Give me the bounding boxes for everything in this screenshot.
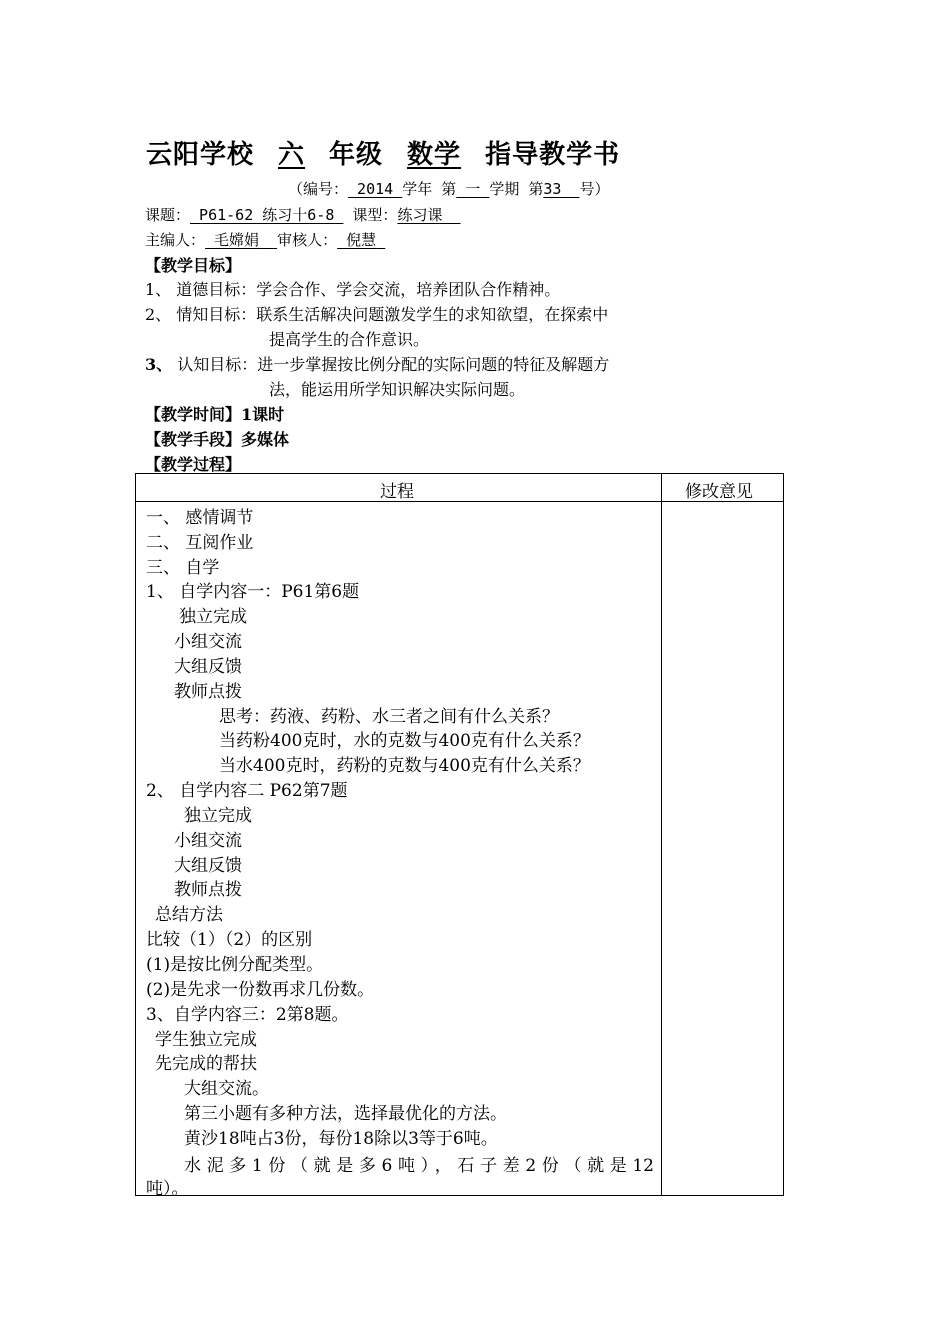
- topic-value: P61-62 练习十6-8: [199, 206, 335, 224]
- process-line: (2)是先求一份数再求几份数。: [146, 980, 375, 1000]
- goal-item-2-cont: 提高学生的合作意识。: [269, 330, 430, 349]
- reviewer-value: 倪慧: [346, 231, 377, 249]
- process-line: 教师点拨: [174, 682, 242, 702]
- process-line: 大组反馈: [174, 856, 242, 876]
- process-line: 独立完成: [179, 607, 247, 627]
- grade-field: 六: [278, 140, 306, 170]
- process-line: 水泥多1份（就是多6吨），石子差2份（就是12: [184, 1156, 654, 1176]
- process-line: 二、 互阅作业: [146, 533, 254, 553]
- process-line: 小组交流: [174, 831, 242, 851]
- teaching-means: 【教学手段】多媒体: [145, 430, 290, 449]
- process-line: 小组交流: [174, 632, 242, 652]
- process-line: 2、 自学内容二 P62第7题: [146, 781, 348, 801]
- process-line: 一、 感情调节: [146, 508, 254, 528]
- goal-item-1: 1、 道德目标：学会合作、学会交流，培养团队合作精神。: [145, 280, 561, 299]
- goal-item-3-cont: 法，能运用所学知识解决实际问题。: [269, 380, 526, 399]
- term-value: 一: [465, 180, 481, 198]
- process-table: [135, 473, 784, 1199]
- process-line: 比较（1）（2）的区别: [146, 930, 313, 950]
- type-value: 练习课: [397, 206, 443, 224]
- process-line: 教师点拨: [174, 880, 242, 900]
- column-divider: [661, 474, 662, 1195]
- process-line: 总结方法: [155, 905, 223, 925]
- document-title: [146, 134, 620, 171]
- goal-item-2: 2、 情知目标：联系生活解决问题激发学生的求知欲望，在探索中: [145, 305, 609, 324]
- process-line: 大组反馈: [174, 657, 242, 677]
- process-line: 先完成的帮扶: [155, 1054, 257, 1074]
- process-line: 大组交流。: [184, 1079, 269, 1099]
- column-header-process: 过程: [380, 482, 414, 502]
- goal-item-3: 3、 认知目标：进一步掌握按比例分配的实际问题的特征及解题方: [145, 355, 610, 374]
- process-line: 吨）。: [146, 1179, 189, 1199]
- process-line: (1)是按比例分配类型。: [146, 955, 324, 975]
- doc-type: 指导教学书: [485, 140, 621, 170]
- grade-suffix: 年级: [329, 140, 384, 170]
- number-line: （编号： 2014 学年 第 一 学期 第33 号）: [288, 180, 610, 198]
- column-header-revise: 修改意见: [685, 482, 753, 502]
- process-line: 思考：药液、药粉、水三者之间有什么关系？: [219, 707, 559, 727]
- process-line: 独立完成: [184, 806, 252, 826]
- issue-value: 33: [543, 180, 562, 198]
- process-line: 学生独立完成: [155, 1030, 257, 1050]
- subject-field: 数学: [407, 140, 462, 170]
- process-line: 第三小题有多种方法，选择最优化的方法。: [184, 1104, 507, 1124]
- process-heading: 【教学过程】: [145, 455, 242, 474]
- teaching-time: 【教学时间】1课时: [145, 405, 285, 424]
- year-value: 2014: [357, 180, 394, 198]
- process-line: 3、自学内容三：2第8题。: [146, 1005, 349, 1025]
- editor-value: 毛嫦娟: [214, 231, 260, 249]
- process-line: 黄沙18吨占3份，每份18除以3等于6吨。: [184, 1129, 498, 1149]
- process-line: 1、 自学内容一：P61第6题: [146, 582, 360, 602]
- process-line: 三、 自学: [146, 558, 220, 578]
- process-line: 当药粉400克时，水的克数与400克有什么关系？: [219, 731, 590, 751]
- school-name: 云阳学校: [146, 140, 255, 170]
- goals-heading: 【教学目标】: [145, 256, 242, 275]
- topic-line: 课题： P61-62 练习十6-8 课型：练习课: [145, 206, 443, 224]
- process-line: 当水400克时，药粉的克数与400克有什么关系？: [219, 756, 590, 776]
- editor-line: 主编人： 毛嫦娟 审核人： 倪慧: [145, 231, 377, 249]
